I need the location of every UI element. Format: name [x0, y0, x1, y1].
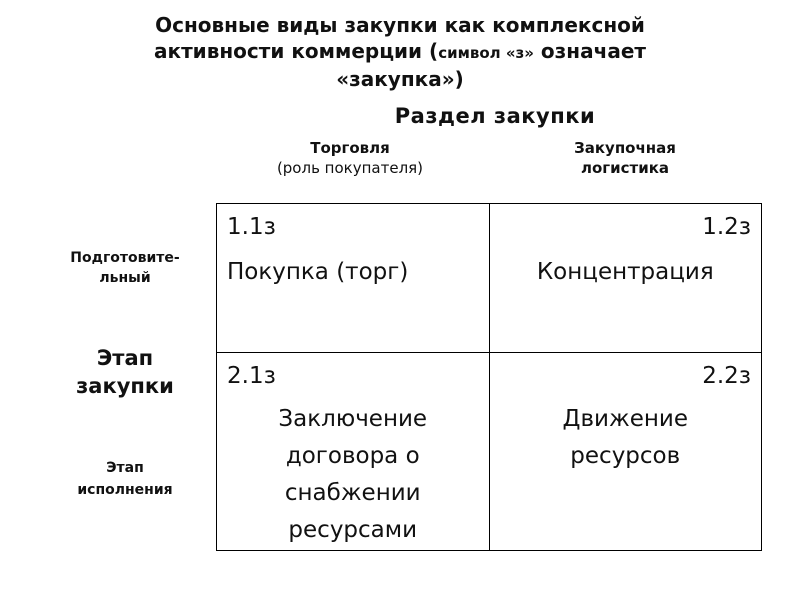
cell-2-1-line-2: договора о	[285, 443, 420, 469]
cell-2-2	[489, 353, 762, 551]
row-label-preparatory	[30, 248, 220, 288]
cell-2-2-line-2: ресурсов	[570, 443, 681, 469]
matrix-row-2	[217, 353, 762, 551]
cell-2-1-line-4: ресурсами	[288, 517, 418, 543]
cell-1-2-code: 1.2з	[702, 214, 751, 240]
row-label-preparatory-line-1: Подготовите-	[70, 250, 180, 266]
title-line-3: «закупка»)	[336, 67, 464, 91]
title-symbol-note: символ «з»	[438, 44, 534, 62]
cell-1-1-label: Покупка (торг)	[227, 259, 409, 285]
row-label-execution	[30, 457, 220, 501]
cell-1-1	[217, 204, 490, 353]
column-header-logistics-line-1: Закупочная	[574, 139, 676, 157]
column-header-trade-title: Торговля	[310, 139, 390, 157]
cell-1-2-label: Концентрация	[536, 259, 714, 285]
cell-1-1-code: 1.1з	[227, 214, 276, 240]
cell-2-2-line-1: Движение	[562, 406, 688, 432]
title-line-2: активности коммерции (	[154, 39, 439, 63]
cell-2-1-line-3: снабжении	[284, 480, 421, 506]
title-line-2-end: означает	[533, 39, 646, 63]
column-header-trade	[230, 138, 470, 178]
column-header-trade-subtitle: (роль покупателя)	[276, 159, 424, 177]
row-label-stage-line-1: Этап	[96, 346, 154, 370]
cell-2-1-label	[217, 401, 489, 549]
cell-2-1-line-1: Заключение	[278, 406, 428, 432]
cell-2-2-label	[490, 401, 762, 475]
slide-title	[90, 12, 710, 92]
section-title: Раздел закупки	[394, 104, 596, 128]
column-header-logistics-line-2: логистика	[580, 159, 670, 177]
row-label-preparatory-line-2: льный	[99, 270, 151, 286]
procurement-matrix	[216, 203, 762, 551]
row-label-stage	[30, 344, 220, 400]
column-header-logistics	[510, 138, 740, 178]
cell-1-2	[489, 204, 762, 353]
row-label-execution-line-2: исполнения	[77, 482, 173, 498]
cell-2-1-code: 2.1з	[227, 363, 276, 389]
title-line-1: Основные виды закупки как комплексной	[155, 13, 645, 37]
row-label-stage-line-2: закупки	[76, 374, 174, 398]
cell-2-1	[217, 353, 490, 551]
cell-2-2-code: 2.2з	[702, 363, 751, 389]
row-label-execution-line-1: Этап	[106, 460, 144, 476]
matrix-row-1	[217, 204, 762, 353]
